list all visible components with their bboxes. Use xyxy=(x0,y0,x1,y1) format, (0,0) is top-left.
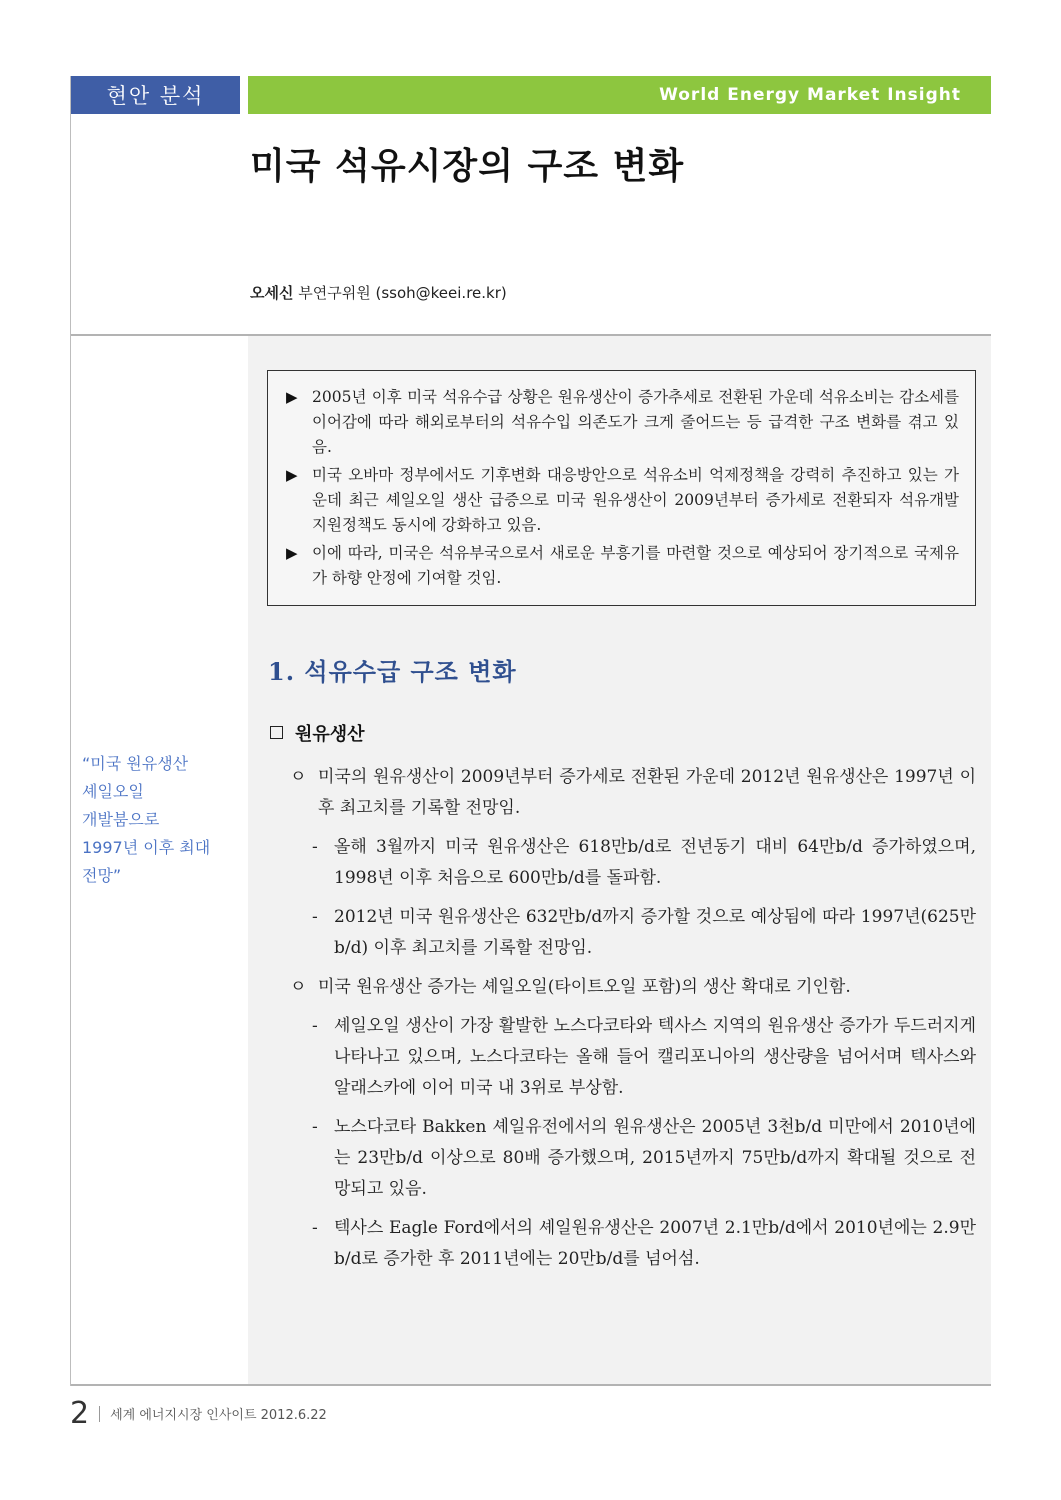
author-line xyxy=(250,282,507,303)
category-tag: 현안 분석 xyxy=(71,76,240,114)
triangle-bullet-icon: ▶ xyxy=(286,388,298,406)
publication-info: 세계 에너지시장 인사이트 2012.6.22 xyxy=(110,1408,327,1423)
body-text xyxy=(290,762,976,1283)
summary-list xyxy=(286,385,959,591)
dash-bullet-icon: - xyxy=(312,837,318,857)
list-item xyxy=(290,1011,976,1104)
list-item xyxy=(290,972,976,1003)
summary-item xyxy=(286,385,959,460)
item-text: 올해 3월까지 미국 원유생산은 618만b/d로 전년동기 대비 64만b/d 증가하였으며, 1998년 이후 처음으로 600만b/d를 돌파함. xyxy=(334,837,976,888)
triangle-bullet-icon: ▶ xyxy=(286,466,298,484)
page-number: 2 xyxy=(70,1396,90,1431)
item-text: 셰일오일 생산이 가장 활발한 노스다코타와 텍사스 지역의 원유생산 증가가 두드러지게 나타나고 있으며, 노스다코타는 올해 들어 캘리포니아의 생산량을 넘어서며 텍사스와 알래스카에 이어 미국 내 3위로 부상함. xyxy=(334,1016,976,1098)
list-item xyxy=(290,832,976,894)
summary-text: 2005년 이후 미국 석유수급 상황은 원유생산이 증가추세로 전환된 가운데 석유소비는 감소세를 이어감에 따라 해외로부터의 석유수입 의존도가 크게 줄어드는 등 급격한 구조 변화를 겪고 있음. xyxy=(312,388,959,456)
item-text: 노스다코타 Bakken 셰일유전에서의 원유생산은 2005년 3천b/d 미만에서 2010년에는 23만b/d 이상으로 80배 증가했으며, 2015년까지 75만b/d까지 확대될 것으로 전망되고 있음. xyxy=(334,1117,976,1199)
section-heading: 1. 석유수급 구조 변화 xyxy=(268,657,517,686)
list-item xyxy=(290,1213,976,1275)
item-text: 미국 원유생산 증가는 셰일오일(타이트오일 포함)의 생산 확대로 기인함. xyxy=(318,977,851,997)
author-name: 오세신 xyxy=(250,284,294,302)
author-info: 부연구위원 (ssoh@keei.re.kr) xyxy=(298,284,507,302)
summary-box xyxy=(267,370,976,606)
item-text: 2012년 미국 원유생산은 632만b/d까지 증가할 것으로 예상됨에 따라 1997년(625만b/d) 이후 최고치를 기록할 전망임. xyxy=(334,907,976,958)
item-text: 미국의 원유생산이 2009년부터 증가세로 전환된 가운데 2012년 원유생산은 1997년 이후 최고치를 기록할 전망임. xyxy=(318,767,976,818)
circle-bullet-icon: ㅇ xyxy=(290,977,307,997)
pull-quote-line: 개발붐으로 xyxy=(82,810,160,829)
square-bullet-icon xyxy=(270,726,283,739)
list-item xyxy=(290,762,976,824)
pull-quote-line: 전망” xyxy=(82,866,122,885)
pull-quote-line: 셰일오일 xyxy=(82,782,144,801)
summary-item xyxy=(286,463,959,538)
footer-separator xyxy=(99,1406,100,1422)
pull-quote-line: “미국 원유생산 xyxy=(82,754,189,773)
item-text: 텍사스 Eagle Ford에서의 셰일원유생산은 2007년 2.1만b/d에서 2010년에는 2.9만b/d로 증가한 후 2011년에는 20만b/d를 넘어섬. xyxy=(334,1218,976,1269)
list-item xyxy=(290,902,976,964)
article-title: 미국 석유시장의 구조 변화 xyxy=(250,146,685,187)
dash-bullet-icon: - xyxy=(312,1117,318,1137)
left-margin-rule xyxy=(70,76,71,1386)
pull-quote xyxy=(82,750,232,890)
series-banner: World Energy Market Insight xyxy=(248,76,991,114)
page-footer xyxy=(70,1396,327,1431)
summary-text: 이에 따라, 미국은 석유부국으로서 새로운 부흥기를 마련할 것으로 예상되어 장기적으로 국제유가 하향 안정에 기여할 것임. xyxy=(312,544,959,587)
footer-divider xyxy=(71,1384,991,1386)
sub-heading-label: 원유생산 xyxy=(295,724,365,745)
sub-heading xyxy=(270,720,365,746)
circle-bullet-icon: ㅇ xyxy=(290,767,307,787)
dash-bullet-icon: - xyxy=(312,907,318,927)
summary-text: 미국 오바마 정부에서도 기후변화 대응방안으로 석유소비 억제정책을 강력히 추진하고 있는 가운데 최근 셰일오일 생산 급증으로 미국 원유생산이 2009년부터 증가세로 전환되자 석유개발 지원정책도 동시에 강화하고 있음. xyxy=(312,466,959,534)
list-item xyxy=(290,1112,976,1205)
summary-item xyxy=(286,541,959,591)
pull-quote-line: 1997년 이후 최대 xyxy=(82,838,211,857)
triangle-bullet-icon: ▶ xyxy=(286,544,298,562)
dash-bullet-icon: - xyxy=(312,1016,318,1036)
dash-bullet-icon: - xyxy=(312,1218,318,1238)
